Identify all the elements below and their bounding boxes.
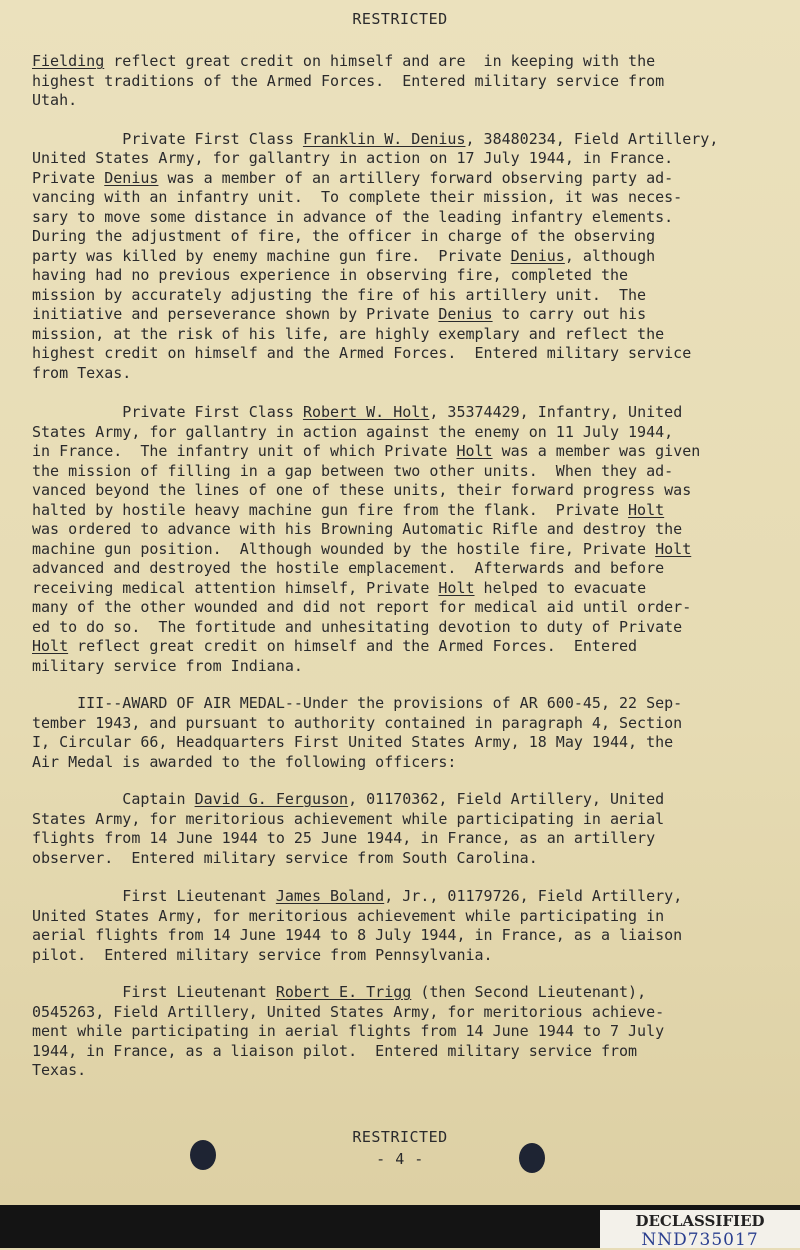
text-line: Captain David G. Ferguson, 01170362, Field Artillery, United xyxy=(32,790,665,808)
text-line: During the adjustment of fire, the officer in charge of the observing xyxy=(32,227,656,245)
text-line: ment while participating in aerial flights from 14 June 1944 to 7 July xyxy=(32,1022,665,1040)
stamp-code: NND735017 xyxy=(641,1230,759,1250)
text-line: was ordered to advance with his Browning Automatic Rifle and destroy the xyxy=(32,520,683,538)
paragraph-air-medal xyxy=(32,694,774,772)
text-line: halted by hostile heavy machine gun fire from the flank. Private Holt xyxy=(32,500,665,519)
text-line: initiative and perseverance shown by Private Denius to carry out his xyxy=(32,305,647,323)
paragraph-holt xyxy=(32,403,774,676)
stamp-title: DECLASSIFIED xyxy=(635,1212,765,1230)
text-line: many of the other wounded and did not report for medical aid until order- xyxy=(32,598,692,616)
text-line: Holt reflect great credit on himself and the Armed Forces. Entered xyxy=(32,637,638,655)
text-line: 0545263, Field Artillery, United States Army, for meritorious achieve- xyxy=(32,1002,665,1021)
page-number: - 4 - xyxy=(376,1150,424,1168)
text-line: observer. Entered military service from South Carolina. xyxy=(32,848,538,867)
text-line: States Army, for gallantry in action against the enemy on 11 July 1944, xyxy=(32,422,674,441)
text-line: I, Circular 66, Headquarters First United States Army, 18 May 1944, the xyxy=(32,733,674,751)
text-line: First Lieutenant Robert E. Trigg (then Second Lieutenant), xyxy=(32,983,647,1001)
classification-footer: RESTRICTED xyxy=(352,1128,448,1146)
text-line: Private Denius was a member of an artillery forward observing party ad- xyxy=(32,168,674,187)
document-body xyxy=(32,52,774,1081)
paragraph-trigg xyxy=(32,983,774,1081)
binder-hole-left xyxy=(190,1140,216,1170)
text-line: party was killed by enemy machine gun fire. Private Denius, although xyxy=(32,246,656,265)
text-line: from Texas. xyxy=(32,363,132,382)
text-line: vanced beyond the lines of one of these units, their forward progress was xyxy=(32,481,692,499)
text-line: Private First Class Franklin W. Denius, 38480234, Field Artillery, xyxy=(32,129,719,148)
classification-header: RESTRICTED xyxy=(352,10,448,28)
text-line: United States Army, for meritorious achievement while participating in xyxy=(32,906,665,925)
text-line: the mission of filling in a gap between two other units. When they ad- xyxy=(32,461,674,480)
text-line: military service from Indiana. xyxy=(32,656,303,675)
text-line: sary to move some distance in advance of the leading infantry elements. xyxy=(32,207,674,226)
text-line: in France. The infantry unit of which Private Holt was a member was given xyxy=(32,442,701,460)
paragraph-boland xyxy=(32,887,774,965)
binder-hole-right xyxy=(519,1143,545,1173)
text-line: mission, at the risk of his life, are highly exemplary and reflect the xyxy=(32,324,665,343)
text-line: III--AWARD OF AIR MEDAL--Under the provisions of AR 600-45, 22 Sep- xyxy=(32,694,683,712)
paragraph-denius xyxy=(32,130,774,384)
text-line: Fielding reflect great credit on himself and are in keeping with the xyxy=(32,52,656,70)
text-line: receiving medical attention himself, Private Holt helped to evacuate xyxy=(32,578,647,597)
text-line: flights from 14 June 1944 to 25 June 1944, in France, as an artillery xyxy=(32,829,656,847)
text-line: having had no previous experience in observing fire, completed the xyxy=(32,266,629,284)
text-line: mission by accurately adjusting the fire of his artillery unit. The xyxy=(32,285,647,304)
text-line: pilot. Entered military service from Pennsylvania. xyxy=(32,945,493,964)
text-line: machine gun position. Although wounded by the hostile fire, Private Holt xyxy=(32,539,692,558)
text-line: United States Army, for gallantry in action on 17 July 1944, in France. xyxy=(32,149,674,167)
text-line: tember 1943, and pursuant to authority contained in paragraph 4, Section xyxy=(32,713,683,732)
text-line: Private First Class Robert W. Holt, 35374429, Infantry, United xyxy=(32,403,683,421)
text-line: ed to do so. The fortitude and unhesitating devotion to duty of Private xyxy=(32,617,683,636)
paragraph-fielding-end xyxy=(32,52,774,111)
text-line: States Army, for meritorious achievement while participating in aerial xyxy=(32,809,665,828)
text-line: First Lieutenant James Boland, Jr., 01179726, Field Artillery, xyxy=(32,887,683,905)
text-line: aerial flights from 14 June 1944 to 8 July 1944, in France, as a liaison xyxy=(32,926,683,944)
text-line: Utah. xyxy=(32,91,78,109)
declassified-stamp xyxy=(600,1210,800,1248)
text-line: advanced and destroyed the hostile emplacement. Afterwards and before xyxy=(32,559,665,577)
text-line: Air Medal is awarded to the following officers: xyxy=(32,752,457,771)
text-line: vancing with an infantry unit. To complete their mission, it was neces- xyxy=(32,188,683,206)
text-line: 1944, in France, as a liaison pilot. Entered military service from xyxy=(32,1041,638,1060)
text-line: highest credit on himself and the Armed Forces. Entered military service xyxy=(32,344,692,362)
text-line: Texas. xyxy=(32,1061,87,1079)
text-line: highest traditions of the Armed Forces. Entered military service from xyxy=(32,71,665,90)
paragraph-ferguson xyxy=(32,790,774,868)
